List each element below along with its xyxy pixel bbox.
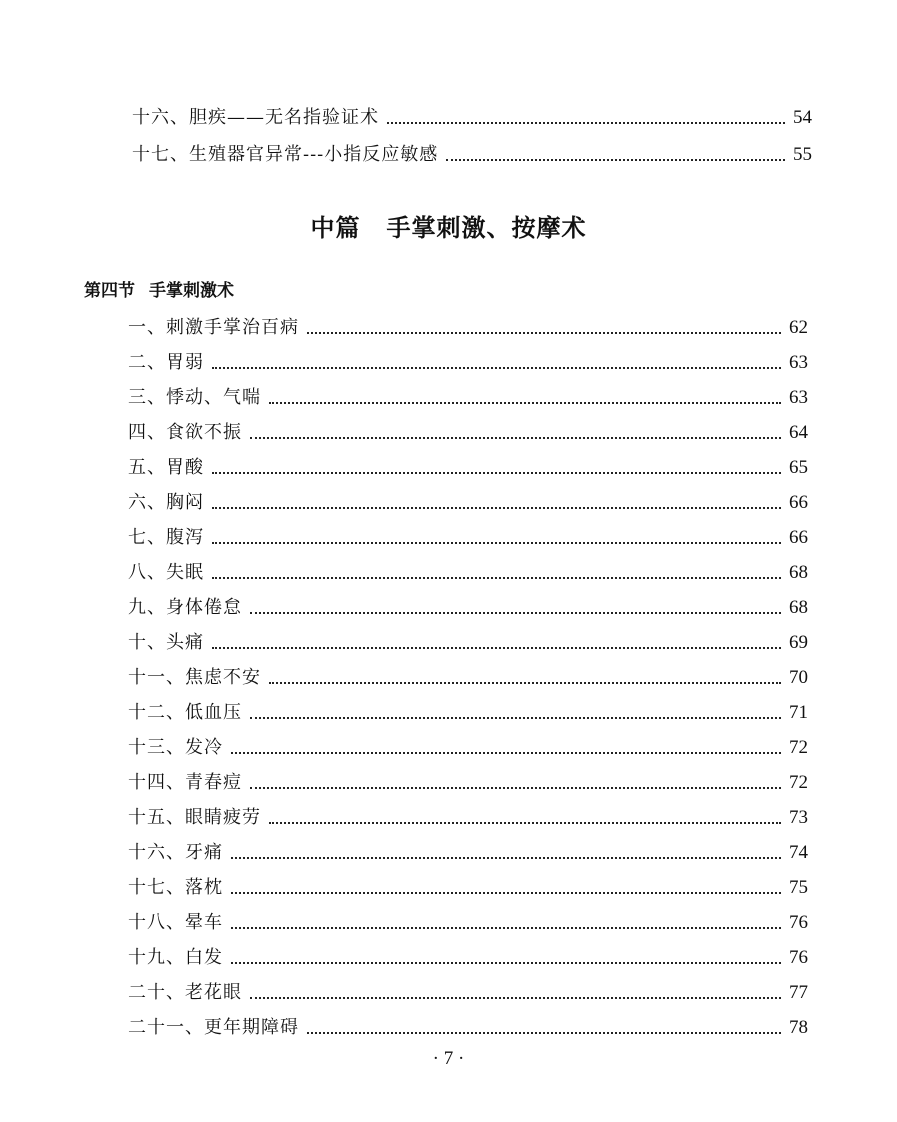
dot-leader [212,366,781,369]
toc-entry [132,103,812,133]
toc-entry-label: 十三、发冷 [128,737,223,758]
dot-leader [307,331,781,334]
toc-entry-page: 71 [789,702,808,723]
toc-entry [128,943,808,973]
toc-entry [128,803,808,833]
toc-entry-page: 69 [789,632,808,653]
toc-entry-page: 64 [789,422,808,443]
dot-leader [446,158,785,161]
dot-leader [269,821,781,824]
dot-leader [250,996,781,999]
toc-entry-label: 三、悸动、气喘 [128,387,261,408]
toc-entry [128,313,808,343]
toc-entry-page: 77 [789,982,808,1003]
toc-entry-page: 75 [789,877,808,898]
toc-entry-page: 78 [789,1017,808,1038]
dot-leader [212,506,781,509]
dot-leader [212,471,781,474]
dot-leader [307,1031,781,1034]
toc-entry [128,453,808,483]
toc-entry-label: 六、胸闷 [128,492,204,513]
toc-entry [128,488,808,518]
dot-leader [231,856,781,859]
dot-leader [231,751,781,754]
toc-entry-page: 73 [789,807,808,828]
dot-leader [250,436,781,439]
toc-entry-label: 十二、低血压 [128,702,242,723]
toc-entry-label: 十八、晕车 [128,912,223,933]
toc-entry [128,698,808,728]
dot-leader [250,786,781,789]
toc-entry-page: 72 [789,772,808,793]
dot-leader [231,961,781,964]
toc-entry [128,383,808,413]
toc-entry [128,873,808,903]
toc-entry [128,348,808,378]
dot-leader [212,646,781,649]
dot-leader [212,541,781,544]
toc-entry-page: 76 [789,912,808,933]
toc-entry-label: 十六、胆疾——无名指验证术 [132,107,379,128]
part-heading [0,208,897,248]
toc-entry [128,628,808,658]
toc-entry-label: 二十一、更年期障碍 [128,1017,299,1038]
toc-entry-page: 66 [789,492,808,513]
toc-entry [128,558,808,588]
section-label: 第四节 [84,281,135,301]
dot-leader [250,716,781,719]
toc-entry [128,768,808,798]
part-label: 中篇 [310,214,361,242]
toc-entry [128,978,808,1008]
toc-entry [128,523,808,553]
toc-entry [128,418,808,448]
toc-entry-page: 54 [793,107,812,128]
toc-entry-page: 70 [789,667,808,688]
toc-entry [128,1013,808,1043]
toc-entry-label: 八、失眠 [128,562,204,583]
toc-entry-page: 65 [789,457,808,478]
dot-leader [269,401,781,404]
toc-entry-page: 74 [789,842,808,863]
page-number: · 7 · [432,1048,465,1069]
toc-entry-label: 十七、落枕 [128,877,223,898]
toc-entry-page: 76 [789,947,808,968]
toc-entry-page: 63 [789,352,808,373]
part-title: 手掌刺激、按摩术 [386,214,587,242]
toc-entry-page: 66 [789,527,808,548]
toc-entry-page: 68 [789,597,808,618]
toc-entry-page: 72 [789,737,808,758]
toc-entry-label: 四、食欲不振 [128,422,242,443]
toc-entry [128,908,808,938]
toc-entry-label: 十一、焦虑不安 [128,667,261,688]
dot-leader [387,121,785,124]
toc-entry [128,663,808,693]
dot-leader [231,926,781,929]
toc-entry-page: 55 [793,144,812,165]
toc-entry-label: 十七、生殖器官异常---小指反应敏感 [132,144,439,165]
dot-leader [269,681,781,684]
toc-entry-page: 68 [789,562,808,583]
toc-entry-label: 一、刺激手掌治百病 [128,317,299,338]
toc-entry [128,593,808,623]
toc-entry [128,733,808,763]
toc-entry [132,140,812,170]
toc-entry-label: 九、身体倦怠 [128,597,242,618]
toc-entry-label: 十、头痛 [128,632,204,653]
section-title: 手掌刺激术 [149,281,234,301]
toc-entry-label: 十五、眼睛疲劳 [128,807,261,828]
dot-leader [231,891,781,894]
toc-entry-label: 十六、牙痛 [128,842,223,863]
dot-leader [212,576,781,579]
toc-entry-page: 62 [789,317,808,338]
toc-entry-label: 七、腹泻 [128,527,204,548]
toc-entry-page: 63 [789,387,808,408]
section-heading [84,276,234,306]
toc-entry-label: 十九、白发 [128,947,223,968]
toc-entry-label: 十四、青春痘 [128,772,242,793]
toc-entry-label: 二、胃弱 [128,352,204,373]
toc-entry [128,838,808,868]
dot-leader [250,611,781,614]
toc-entry-label: 二十、老花眼 [128,982,242,1003]
toc-entry-label: 五、胃酸 [128,457,204,478]
